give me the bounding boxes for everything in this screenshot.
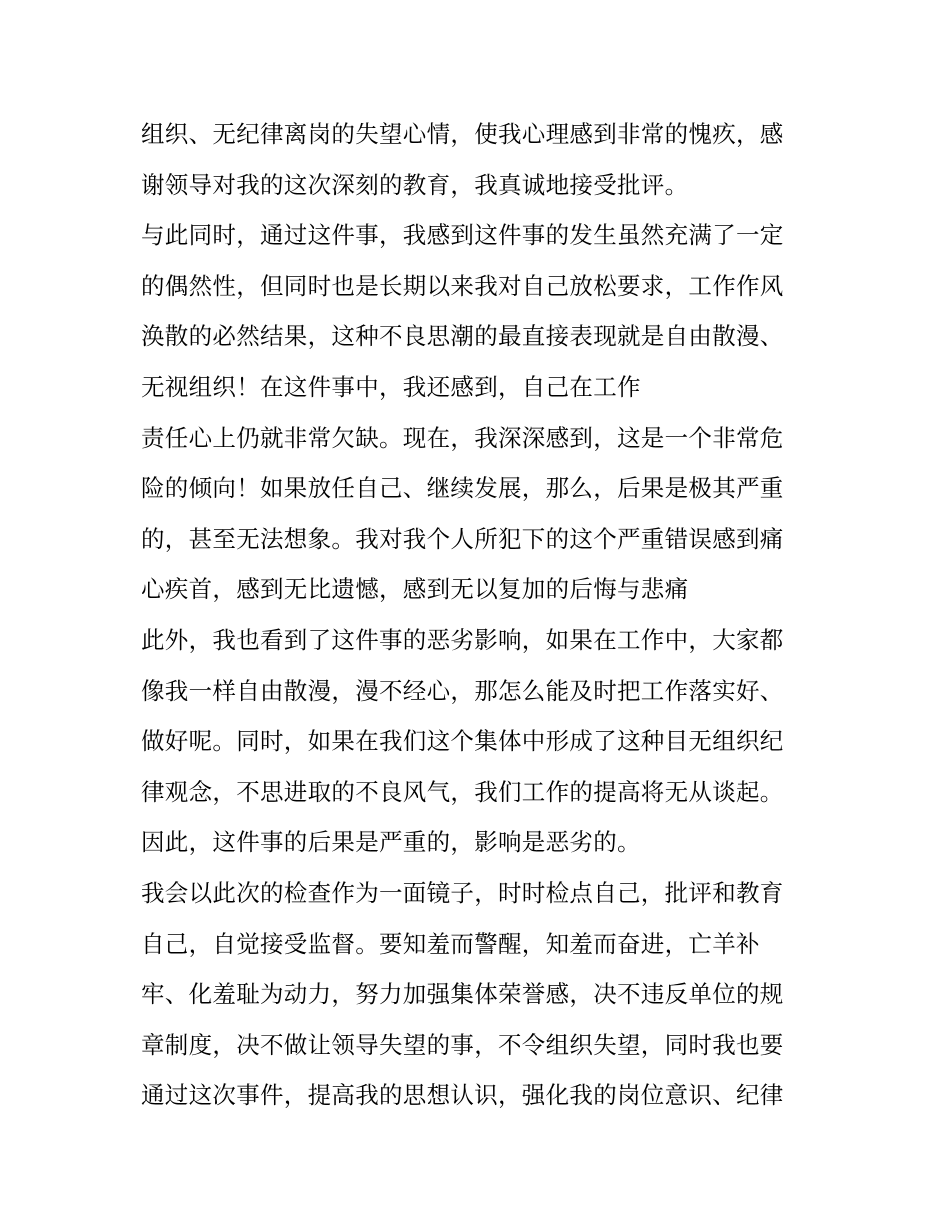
text-line: 的，甚至无法想象。我对我个人所犯下的这个严重错误感到痛 (141, 524, 784, 553)
text-line: 无视组织！在这件事中，我还感到，自己在工作 (141, 372, 641, 401)
text-line: 做好呢。同时，如果在我们这个集体中形成了这种目无组织纪 (141, 727, 784, 756)
text-line: 与此同时，通过这件事，我感到这件事的发生虽然充满了一定 (141, 221, 784, 250)
text-line: 律观念，不思进取的不良风气，我们工作的提高将无从谈起。 (141, 777, 784, 806)
text-line: 自己，自觉接受监督。要知羞而警醒，知羞而奋进，亡羊补 (141, 929, 760, 958)
text-line: 像我一样自由散漫，漫不经心，那怎么能及时把工作落实好、 (141, 676, 784, 705)
text-line: 险的倾向！如果放任自己、继续发展，那么，后果是极其严重 (141, 474, 784, 503)
text-line: 因此，这件事的后果是严重的，影响是恶劣的。 (141, 828, 641, 857)
text-line: 我会以此次的检查作为一面镜子，时时检点自己，批评和教育 (141, 878, 784, 907)
text-line: 心疾首，感到无比遗憾，感到无以复加的后悔与悲痛 (141, 575, 689, 604)
document-body (141, 109, 821, 1121)
text-line: 谢领导对我的这次深刻的教育，我真诚地接受批评。 (141, 170, 689, 199)
text-line: 牢、化羞耻为动力，努力加强集体荣誉感，决不违反单位的规 (141, 980, 784, 1009)
text-line: 通过这次事件，提高我的思想认识，强化我的岗位意识、纪律 (141, 1081, 784, 1110)
text-line: 涣散的必然结果，这种不良思潮的最直接表现就是自由散漫、 (141, 322, 784, 351)
text-line: 责任心上仍就非常欠缺。现在，我深深感到，这是一个非常危 (141, 423, 784, 452)
text-line: 章制度，决不做让领导失望的事，不令组织失望，同时我也要 (141, 1030, 784, 1059)
text-line: 的偶然性，但同时也是长期以来我对自己放松要求，工作作风 (141, 271, 784, 300)
text-line: 此外，我也看到了这件事的恶劣影响，如果在工作中，大家都 (141, 625, 784, 654)
text-line: 组织、无纪律离岗的失望心情，使我心理感到非常的愧疚，感 (141, 120, 784, 148)
